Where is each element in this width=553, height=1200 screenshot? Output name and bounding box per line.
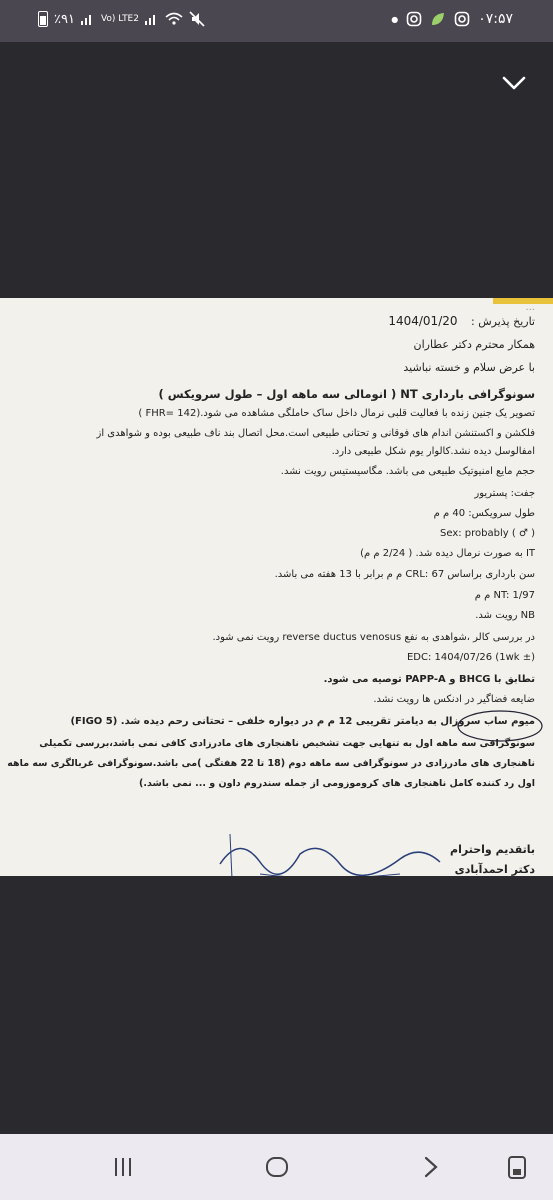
doctor-name: دکتر احمدآبادی: [454, 863, 535, 876]
image-viewer[interactable]: [0, 42, 553, 1134]
header-fragment: ...: [525, 302, 535, 313]
dot-icon: ●: [391, 14, 399, 24]
rotate-icon[interactable]: [502, 1152, 532, 1182]
papp-line: تطابق با BHCG و PAPP-A توصیه می شود.: [323, 674, 535, 685]
report-photo: [0, 298, 553, 876]
status-left: [38, 11, 205, 27]
navigation-bar: [0, 1134, 553, 1200]
leaf-app-icon: [430, 11, 446, 27]
nt-line: NT: 1/97 م م: [474, 590, 535, 601]
recents-icon[interactable]: [108, 1152, 138, 1182]
ductus-line: در بررسی کالر ،شواهدی به نفع reverse ductus venosus رویت نمی شود.: [212, 632, 535, 643]
network-label: Vo) LTE2: [100, 13, 139, 24]
it-line: IT به صورت نرمال دیده شد. ( 2/24 م م): [360, 548, 535, 559]
reception-date-label: تاریخ پذیرش :: [471, 315, 535, 328]
battery-percent: ٪۹۱: [54, 11, 75, 27]
paragraph-3: امفالوسل دیده نشد.کالوار یوم شکل طبیعی دارد.: [331, 446, 535, 457]
paragraph-2: فلکشن و اکستنشن اندام های فوقانی و تحتانی طبیعی است.محل اتصال بند ناف طبیعی بوده و شواهدی از: [96, 428, 535, 439]
edc-line: EDC: 1404/07/26 (1wk ±): [406, 652, 535, 663]
greeting1: همکار محترم دکتر عطاران: [413, 338, 535, 351]
wifi-icon: [165, 12, 183, 26]
signature: [200, 824, 460, 876]
instagram-icon: [406, 11, 422, 27]
signal-icon-2: [145, 13, 159, 25]
placenta: جفت: پستریور: [474, 488, 535, 499]
signal-icon: [81, 13, 95, 25]
note-2: ناهنجاری های مادرزادی در سونوگرافی سه ماهه دوم (18 تا 22 هفتگی )می باشد.سونوگرافی غربالگری سه ماهه: [7, 758, 535, 769]
back-icon[interactable]: [416, 1152, 446, 1182]
greeting2: با عرض سلام و خسته نباشید: [403, 361, 535, 374]
clock: ۰۷:۵۷: [478, 11, 513, 27]
status-right: [391, 11, 513, 27]
paragraph-1: تصویر یک جنین زنده با فعالیت قلبی نرمال داخل ساک حاملگی مشاهده می شود.(FHR= 142 ): [138, 408, 535, 419]
nb-line: NB رویت شد.: [475, 610, 535, 621]
battery-icon: [38, 11, 48, 27]
lesion-line: ضایعه فضاگیر در ادنکس ها رویت نشد.: [373, 694, 535, 705]
closing: باتقدیم واحترام: [450, 843, 535, 856]
myoma-line: میوم ساب سروزال به دیامتر تقریبی 12 م م در دیواره خلفی – تحتانی رحم دیده شد. (FIGO 5): [70, 716, 535, 727]
reception-date: 1404/01/20: [388, 314, 458, 328]
chevron-down-icon[interactable]: [499, 68, 529, 98]
paragraph-4: حجم مایع امنیوتیک طبیعی می باشد. مگاسیستیس رویت نشد.: [280, 466, 535, 477]
mute-icon: [189, 11, 205, 27]
gestational-age: سن بارداری براساس CRL: 67 م م برابر با 13 هفته می باشد.: [274, 569, 535, 580]
instagram-icon-2: [454, 11, 470, 27]
status-bar: [0, 0, 553, 42]
home-icon[interactable]: [262, 1152, 292, 1182]
reception-date-line: [14, 314, 535, 328]
note-1: سونوگرافی سه ماهه اول به تنهایی جهت تشخیص ناهنجاری های مادرزادی کافی نمی باشد،بررسی تکمیلی: [39, 738, 535, 749]
sex: Sex: probably ( ♂ ): [440, 528, 535, 539]
note-3: اول رد کننده کامل ناهنجاری های کروموزومی از جمله سندروم داون و ... نمی باشد.): [139, 778, 535, 789]
cervix-length: طول سرویکس: 40 م م: [433, 508, 535, 519]
section-title: سونوگرافی بارداری NT ( انومالی سه ماهه اول – طول سرویکس ): [158, 387, 535, 401]
